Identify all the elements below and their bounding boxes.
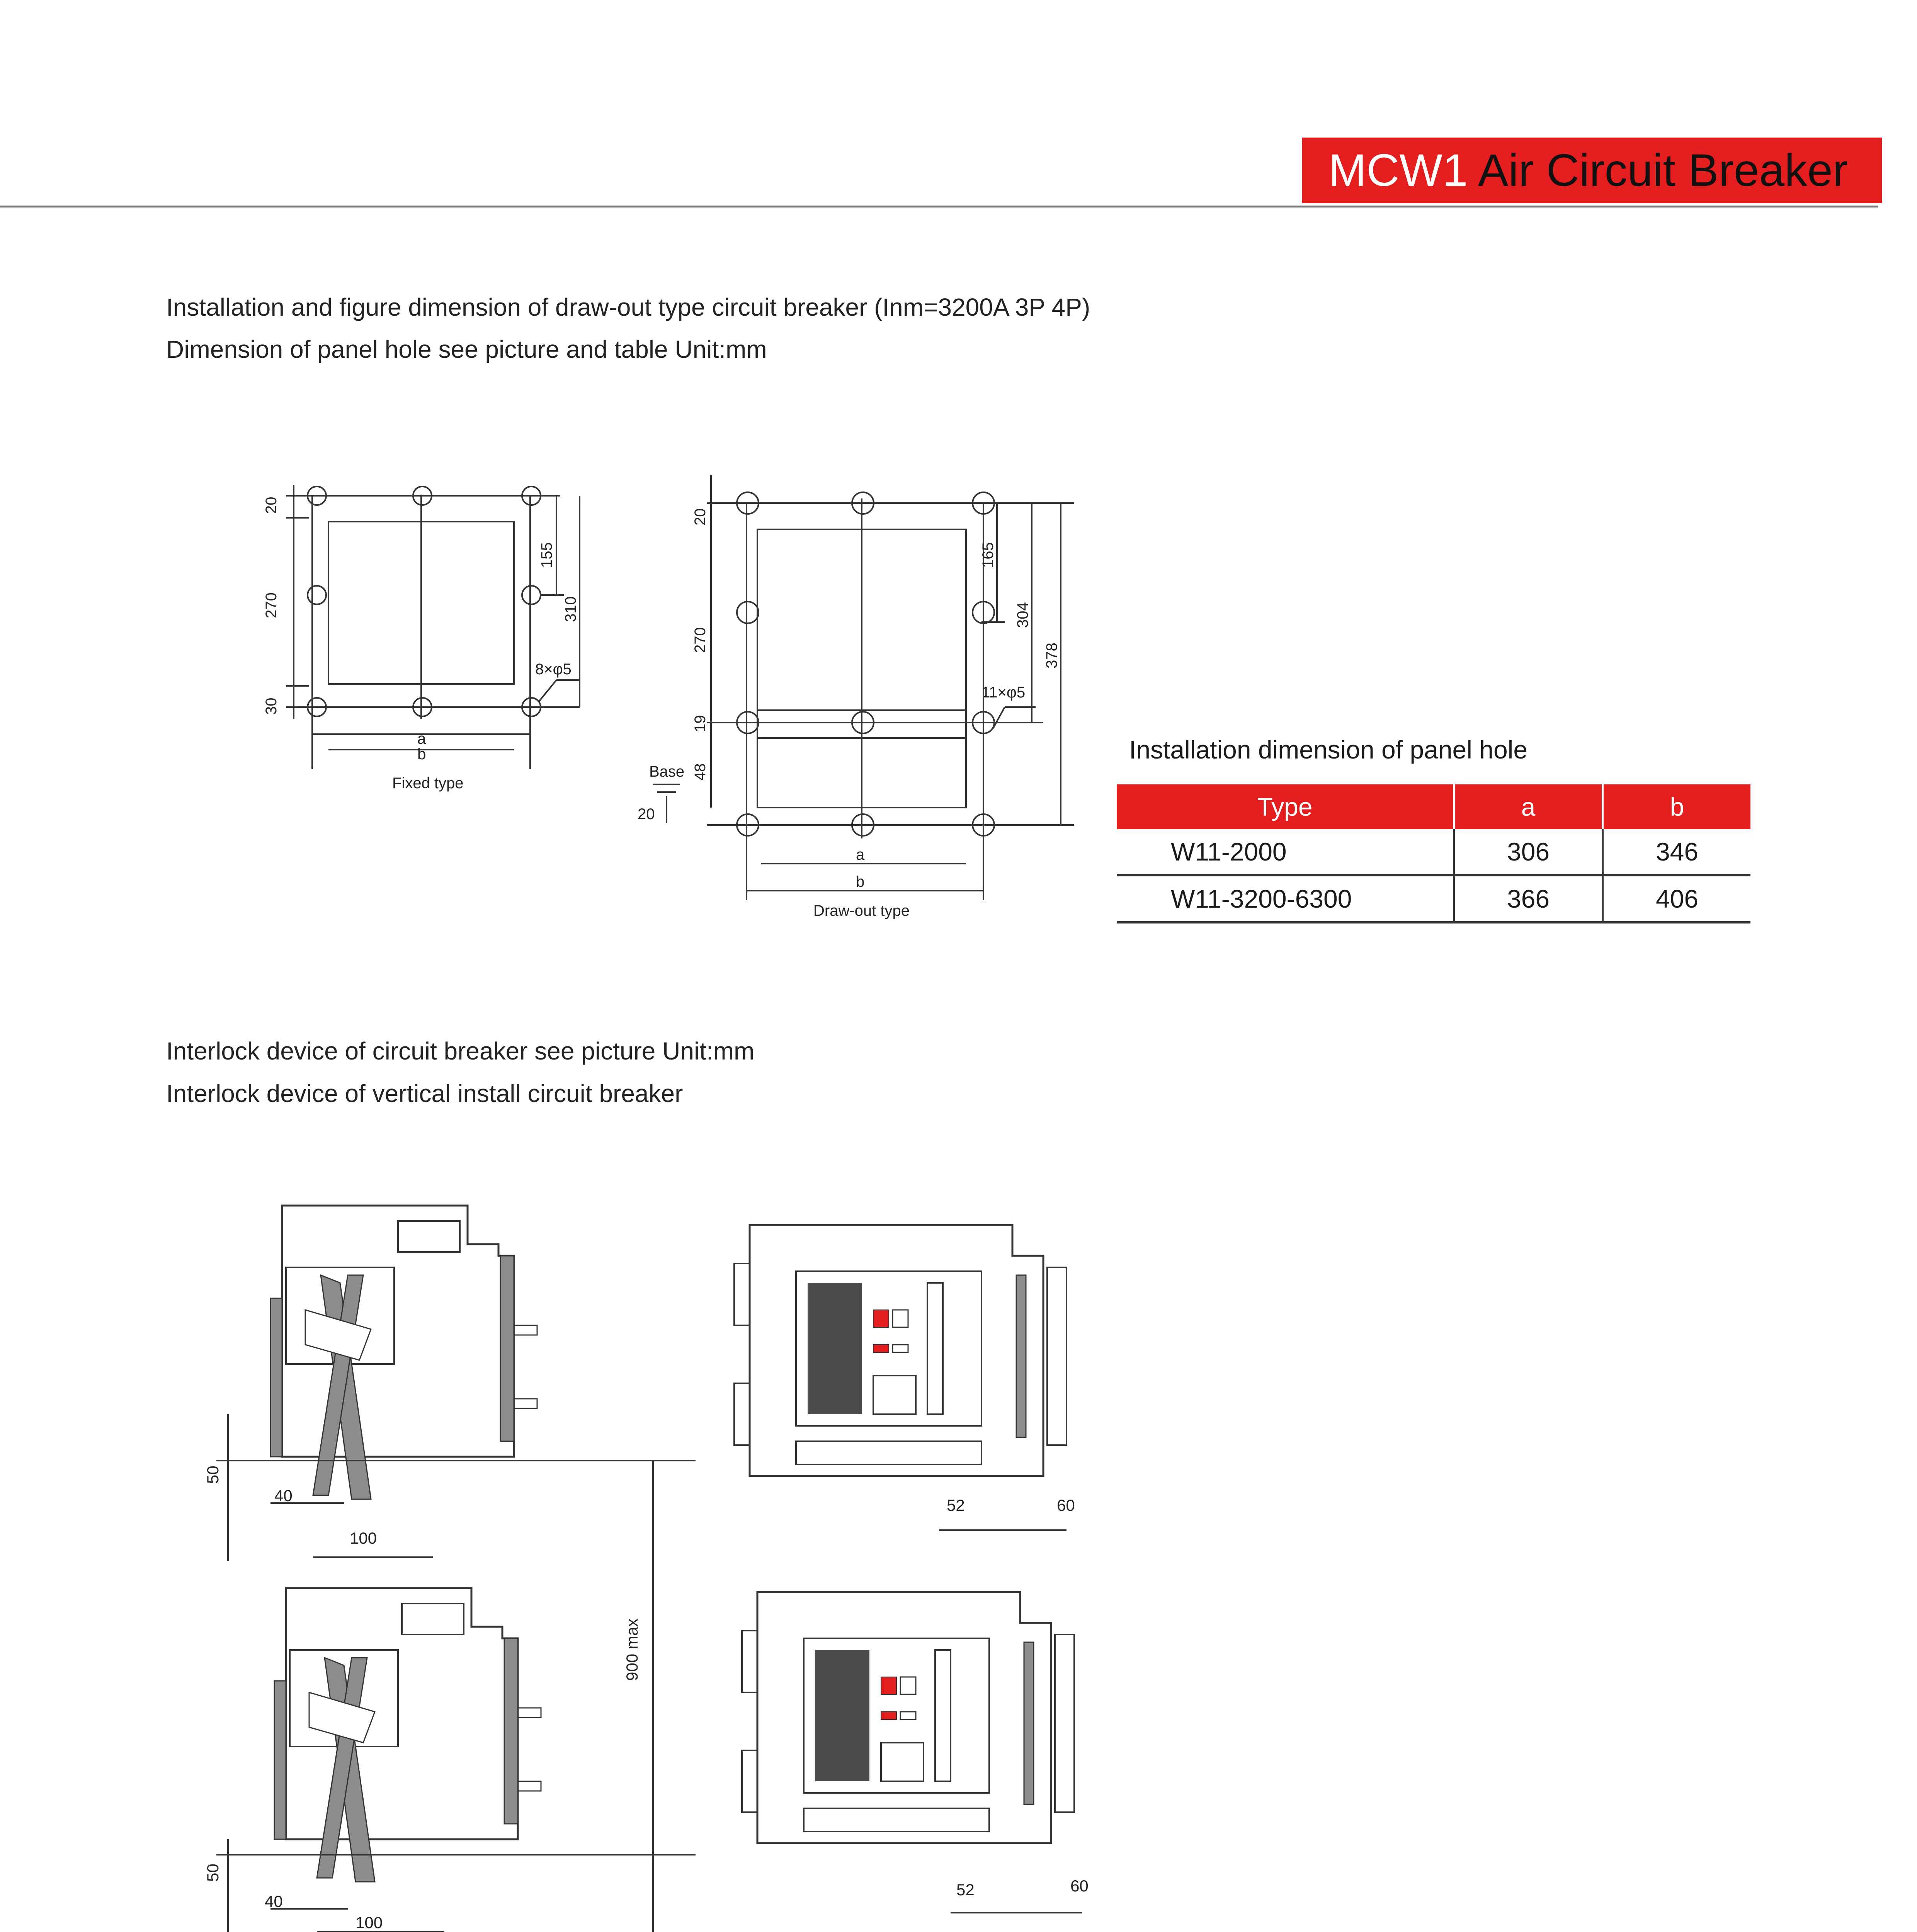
table-cell-type: W11-2000: [1171, 837, 1287, 866]
draw-holes: 11×φ5: [981, 684, 1026, 701]
front-dim-52-top: 52: [947, 1496, 965, 1514]
header-model: MCW1: [1328, 145, 1468, 196]
interlock-line-1: Interlock device of circuit breaker see picture Unit:mm: [166, 1037, 755, 1065]
draw-base-20: 20: [638, 806, 655, 823]
fixed-dim-30: 30: [263, 697, 280, 715]
front-unit-top: [734, 1225, 1067, 1476]
side-unit-top: [270, 1206, 537, 1499]
table-cell-b: 346: [1602, 829, 1750, 874]
draw-dim-165: 165: [980, 542, 997, 568]
intro-line-2: Dimension of panel hole see picture and table Unit:mm: [166, 335, 767, 363]
draw-caption: Draw-out type: [813, 902, 910, 919]
interlock-dim-100-top: 100: [350, 1529, 377, 1547]
fixed-dim-155: 155: [538, 542, 555, 568]
interlock-dim-40-top: 40: [274, 1486, 293, 1505]
interlock-line-2: Interlock device of vertical install circuit breaker: [166, 1080, 683, 1107]
draw-dim-19: 19: [692, 715, 709, 732]
interlock-dim-100-mid: 100: [356, 1913, 383, 1932]
fixed-dim-b: b: [417, 746, 426, 763]
table-cell-a: 366: [1453, 876, 1602, 921]
draw-dim-48: 48: [692, 763, 709, 781]
interlock-dim-40-mid: 40: [265, 1892, 283, 1910]
front-unit-middle: [742, 1592, 1074, 1843]
side-unit-middle: [274, 1588, 541, 1882]
table-cell-b: 406: [1602, 876, 1750, 921]
front-dim-52-mid: 52: [956, 1881, 975, 1899]
draw-dim-270: 270: [692, 627, 709, 653]
interlock-dim-900-top: 900 max: [623, 1618, 641, 1681]
draw-dim-378: 378: [1043, 643, 1060, 668]
table-cell-type: W11-3200-6300: [1171, 884, 1352, 913]
panel-table-title: Installation dimension of panel hole: [1129, 735, 1528, 764]
header-product: Air Circuit Breaker: [1478, 145, 1848, 196]
front-dim-60-mid: 60: [1070, 1877, 1089, 1895]
draw-dim-b: b: [856, 873, 865, 890]
intro-line-1: Installation and figure dimension of draw-out type circuit breaker (Inm=3200A 3P 4P): [166, 293, 1090, 321]
fixed-dim-270: 270: [263, 592, 280, 618]
fixed-caption: Fixed type: [392, 775, 464, 792]
fixed-dim-310: 310: [562, 596, 579, 622]
interlock-dim-50-mid: 50: [204, 1864, 222, 1882]
draw-dim-a: a: [856, 846, 865, 863]
front-dim-60-top: 60: [1057, 1496, 1075, 1514]
fixed-dim-20: 20: [263, 497, 280, 514]
interlock-dim-50-top: 50: [204, 1466, 222, 1484]
fixed-holes: 8×φ5: [535, 661, 572, 678]
draw-dim-304: 304: [1014, 602, 1031, 628]
table-header-type: Type: [1257, 793, 1313, 821]
draw-base-label: Base: [649, 763, 685, 780]
table-header-b: b: [1602, 784, 1750, 829]
table-header-a: a: [1453, 784, 1602, 829]
fixed-dim-a: a: [417, 730, 426, 747]
table-cell-a: 306: [1453, 829, 1602, 874]
draw-dim-20: 20: [692, 508, 709, 526]
